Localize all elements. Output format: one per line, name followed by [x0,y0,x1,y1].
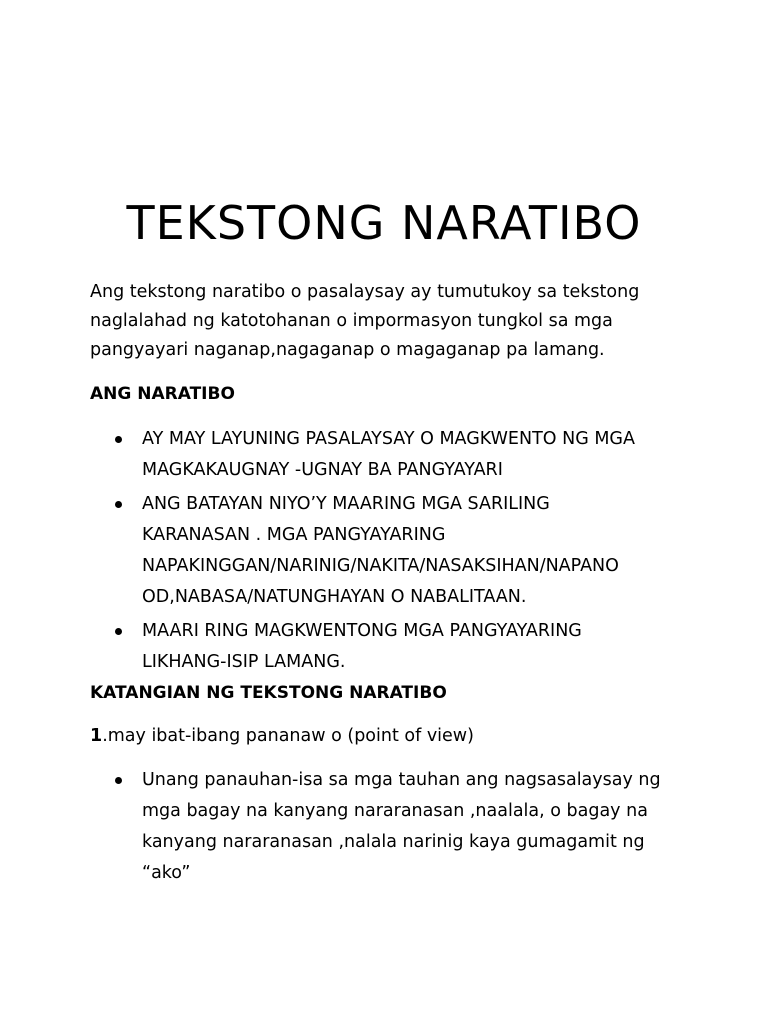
list-item-line: KARANASAN . MGA PANGYAYARING [142,525,446,545]
list-item-line: mga bagay na kanyang nararanasan ,naalala, o bagay na [142,801,648,821]
list-item [90,489,710,613]
ang-naratibo-list [90,424,710,681]
list-item [90,616,710,678]
bullet-icon [115,436,122,443]
section-heading-katangian: KATANGIAN NG TEKSTONG NARATIBO [90,683,447,703]
list-item-line: MAGKAKAUGNAY -UGNAY BA PANGYAYARI [142,460,503,480]
list-item-line: Unang panauhan-isa sa mga tauhan ang nagsasalaysay ng [142,770,661,790]
list-item-line: OD,NABASA/NATUNGHAYAN O NABALITAAN. [142,587,527,607]
intro-line: naglalahad ng katotohanan o impormasyon tungkol sa mga [90,311,613,331]
point-text: .may ibat-ibang pananaw o (point of view) [102,726,474,746]
list-item-line: kanyang nararanasan ,nalala narinig kaya gumagamit ng [142,832,645,852]
section-heading-ang-naratibo: ANG NARATIBO [90,384,235,404]
page-title: TEKSTONG NARATIBO [126,196,642,250]
bullet-icon [115,501,122,508]
list-item-line: ANG BATAYAN NIYO’Y MAARING MGA SARILING [142,494,550,514]
bullet-icon [115,628,122,635]
intro-line: Ang tekstong naratibo o pasalaysay ay tumutukoy sa tekstong [90,282,640,302]
intro-line: pangyayari naganap,nagaganap o magaganap pa lamang. [90,340,605,360]
point-number: 1 [90,726,103,746]
point-of-view-line [90,722,474,751]
list-item-line: “ako” [142,863,191,883]
list-item [90,424,710,486]
list-item-line: AY MAY LAYUNING PASALAYSAY O MAGKWENTO NG MGA [142,429,635,449]
katangian-list [90,765,710,892]
list-item-line: LIKHANG-ISIP LAMANG. [142,652,346,672]
bullet-icon [115,777,122,784]
intro-paragraph [90,278,690,365]
list-item [90,765,710,889]
list-item-line: MAARI RING MAGKWENTONG MGA PANGYAYARING [142,621,582,641]
list-item-line: NAPAKINGGAN/NARINIG/NAKITA/NASAKSIHAN/NAPANO [142,556,619,576]
